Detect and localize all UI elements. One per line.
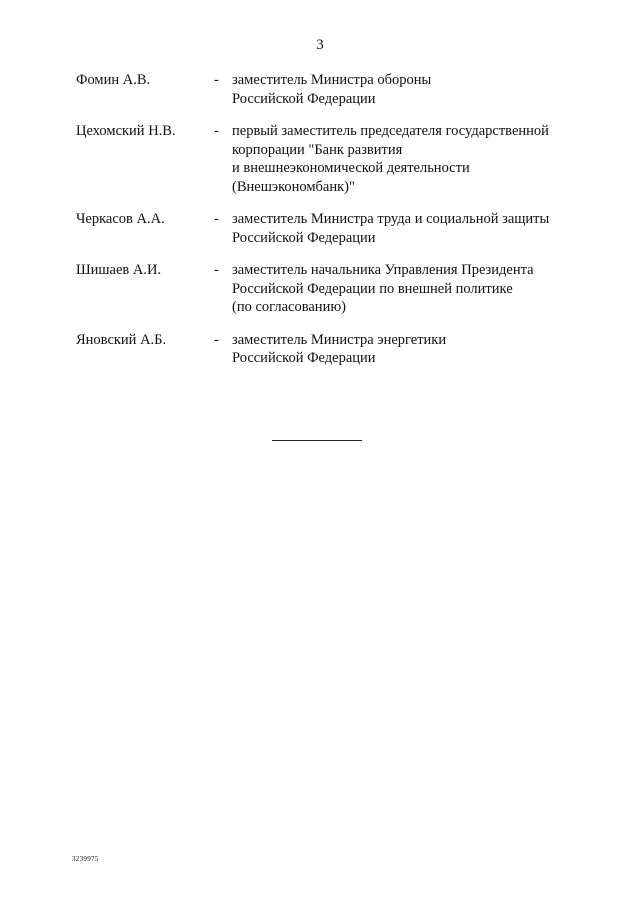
document-code: 3239975 [72, 855, 99, 863]
end-of-list-divider [272, 440, 362, 441]
member-position-line: Российской Федерации [232, 90, 376, 107]
member-position [232, 210, 576, 247]
member-name: Цехомский Н.В. [76, 123, 176, 139]
page-number: 3 [316, 37, 324, 53]
member-name: Шишаев А.И. [76, 262, 162, 278]
member-position-line: Российской Федерации [232, 350, 376, 366]
member-position [232, 71, 576, 108]
member-position-line: (Внешэкономбанк)" [232, 178, 355, 195]
member-position-line: (по согласованию) [232, 299, 346, 315]
member-position-line: корпорации "Банк развития [232, 141, 403, 158]
member-row [76, 331, 576, 368]
member-name: Черкасов А.А. [76, 211, 165, 227]
member-dash: - [214, 123, 219, 139]
member-position [232, 122, 576, 196]
member-position-line: и внешнеэкономической деятельности [232, 160, 470, 176]
member-position-line: заместитель начальника Управления Президента [232, 262, 534, 278]
member-position [232, 331, 576, 368]
member-name: Яновский А.Б. [76, 331, 167, 348]
member-row [76, 261, 576, 317]
member-position-line: заместитель Министра труда и социальной защиты [232, 211, 550, 227]
member-position-line: заместитель Министра энергетики [232, 331, 447, 348]
member-name: Фомин А.В. [76, 72, 151, 88]
member-dash: - [214, 262, 219, 278]
member-row [76, 210, 576, 247]
member-position-line: первый заместитель председателя государственной [232, 123, 549, 139]
member-dash: - [214, 331, 219, 348]
member-position-line: Российской Федерации по внешней политике [232, 280, 513, 297]
members-list [76, 71, 576, 368]
member-position [232, 261, 576, 317]
member-dash: - [214, 72, 219, 88]
member-dash: - [214, 211, 219, 227]
member-position-line: заместитель Министра обороны [232, 72, 432, 88]
member-row [76, 71, 576, 108]
member-position-line: Российской Федерации [232, 229, 376, 246]
member-row [76, 122, 576, 196]
